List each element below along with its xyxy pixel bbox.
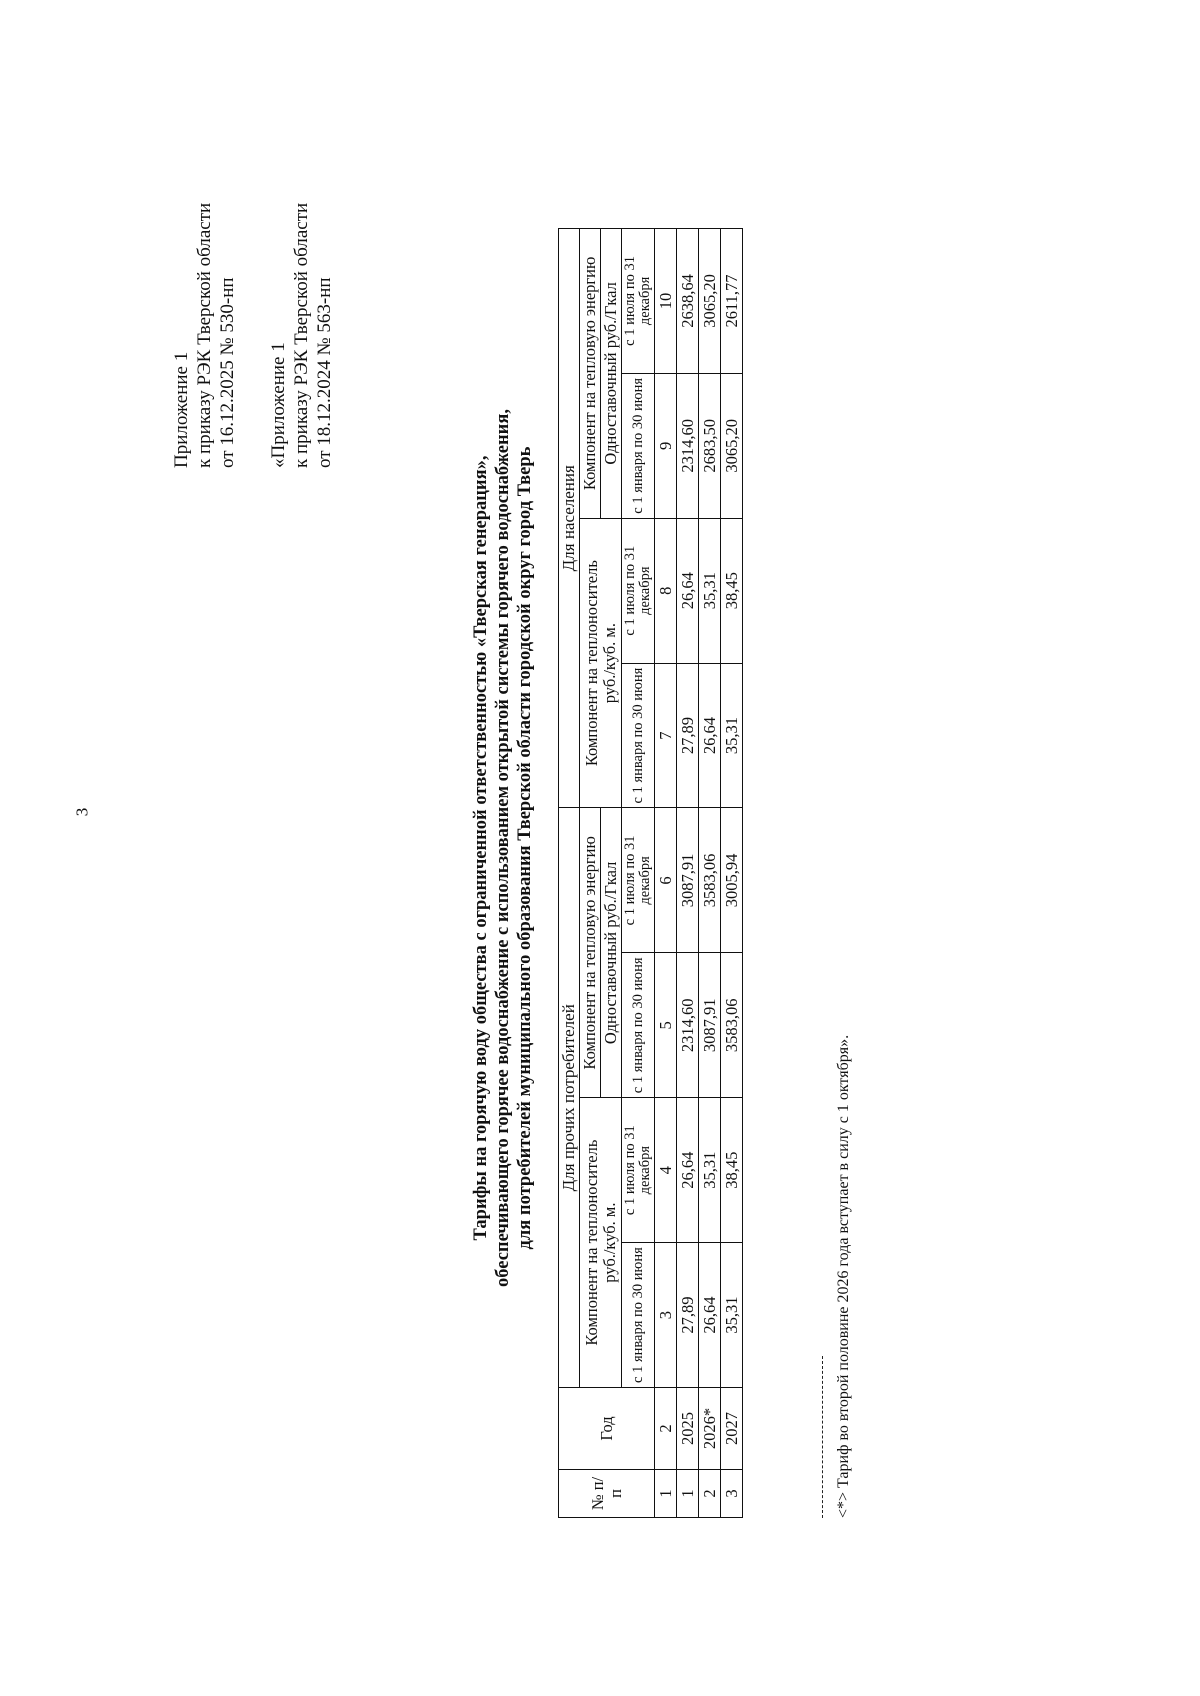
- table-cell: 2314,60: [677, 953, 699, 1098]
- table-cell: 3065,20: [699, 229, 721, 374]
- header-row-components: [580, 229, 601, 1518]
- table-cell: 2: [699, 1470, 721, 1518]
- table-cell: 38,45: [721, 518, 743, 663]
- column-number: 1: [655, 1470, 677, 1518]
- header-period: с 1 июля по 31 декабря: [622, 808, 655, 953]
- footnote-separator: [822, 1356, 823, 1518]
- table-cell: 35,31: [699, 1098, 721, 1243]
- table-row: [677, 229, 699, 1518]
- column-number: 8: [655, 518, 677, 663]
- table-cell: 2025: [677, 1388, 699, 1470]
- column-number: 7: [655, 663, 677, 808]
- table-cell: 2638,64: [677, 229, 699, 374]
- column-number: 6: [655, 808, 677, 953]
- tariff-table: [558, 228, 743, 1518]
- header-period: с 1 июля по 31 декабря: [622, 518, 655, 663]
- column-number: 5: [655, 953, 677, 1098]
- appendix-previous-line: от 18.12.2024 № 563-нп: [314, 277, 335, 468]
- column-number: 3: [655, 1243, 677, 1388]
- table-cell: 3583,06: [699, 808, 721, 953]
- page-number: 3: [72, 807, 92, 817]
- document-title: [470, 108, 536, 1588]
- header-carrier-title: Компонент на теплоноситель: [581, 560, 601, 767]
- appendix-previous-line: к приказу РЭК Тверской области: [291, 202, 312, 468]
- table-cell: 2314,60: [677, 373, 699, 518]
- appendix-current: [170, 128, 239, 468]
- appendix-previous-line: «Приложение 1: [268, 342, 289, 468]
- header-row-groups: [559, 229, 580, 1518]
- table-cell: 2026*: [699, 1388, 721, 1470]
- table-cell: 26,64: [677, 1098, 699, 1243]
- column-number: 4: [655, 1098, 677, 1243]
- title-line: обеспечивающего горячее водоснабжение с использованием открытой системы горячего водоснабжения,: [493, 409, 513, 1287]
- header-energy-unit-population: Одноставочный руб./Гкал: [601, 229, 622, 519]
- header-carrier-unit: руб./куб. м.: [599, 623, 619, 704]
- table-cell: 26,64: [699, 663, 721, 808]
- table-cell: 35,31: [699, 518, 721, 663]
- appendix-current-line: Приложение 1: [171, 351, 192, 468]
- table-cell: 3005,94: [721, 808, 743, 953]
- column-numbers-row: [655, 229, 677, 1518]
- header-carrier-population: [580, 518, 622, 808]
- table-cell: 3065,20: [721, 373, 743, 518]
- header-period: с 1 января по 30 июня: [622, 373, 655, 518]
- header-period: с 1 января по 30 июня: [622, 1243, 655, 1388]
- appendix-current-line: от 16.12.2025 № 530-нп: [217, 277, 238, 468]
- table-cell: 2683,50: [699, 373, 721, 518]
- column-number: 10: [655, 229, 677, 374]
- header-period: с 1 января по 30 июня: [622, 953, 655, 1098]
- header-num: № п/п: [559, 1470, 655, 1518]
- header-carrier-title: Компонент на теплоноситель: [581, 1139, 601, 1346]
- appendix-previous: [267, 128, 336, 468]
- appendix-headers: [170, 128, 364, 468]
- table-cell: 3: [721, 1470, 743, 1518]
- header-energy-population: Компонент на тепловую энергию: [580, 229, 601, 519]
- header-carrier-unit: руб./куб. м.: [599, 1202, 619, 1283]
- header-row-periods: [622, 229, 655, 1518]
- rotated-page-content: [170, 108, 1030, 1588]
- table-cell: 35,31: [721, 663, 743, 808]
- header-energy-unit-other: Одноставочный руб./Гкал: [601, 808, 622, 1098]
- table-cell: 27,89: [677, 1243, 699, 1388]
- header-group-population: Для населения: [559, 229, 580, 809]
- header-group-other: Для прочих потребителей: [559, 808, 580, 1388]
- table-row: [699, 229, 721, 1518]
- table-cell: 26,64: [677, 518, 699, 663]
- table-cell: 3087,91: [677, 808, 699, 953]
- table-cell: 35,31: [721, 1243, 743, 1388]
- table-row: [721, 229, 743, 1518]
- table-cell: 3583,06: [721, 953, 743, 1098]
- header-year: Год: [559, 1388, 655, 1470]
- column-number: 9: [655, 373, 677, 518]
- table-cell: 2027: [721, 1388, 743, 1470]
- appendix-current-line: к приказу РЭК Тверской области: [194, 202, 215, 468]
- title-line: Тарифы на горячую воду общества с ограниченной ответственностью «Тверская генерация»,: [471, 455, 491, 1241]
- header-period: с 1 июля по 31 декабря: [622, 229, 655, 374]
- column-number: 2: [655, 1388, 677, 1470]
- table-cell: 27,89: [677, 663, 699, 808]
- table-cell: 38,45: [721, 1098, 743, 1243]
- header-carrier-other: [580, 1098, 622, 1388]
- table-cell: 2611,77: [721, 229, 743, 374]
- table-cell: 3087,91: [699, 953, 721, 1098]
- table-cell: 1: [677, 1470, 699, 1518]
- title-line: для потребителей муниципального образования Тверской области городской округ город Тверь: [515, 446, 535, 1250]
- header-period: с 1 июля по 31 декабря: [622, 1098, 655, 1243]
- footnote-block: [822, 1035, 853, 1518]
- footnote-text: <*> Тариф во второй половине 2026 года вступает в силу с 1 октября».: [835, 1034, 852, 1518]
- table-cell: 26,64: [699, 1243, 721, 1388]
- header-period: с 1 января по 30 июня: [622, 663, 655, 808]
- header-energy-other: Компонент на тепловую энергию: [580, 808, 601, 1098]
